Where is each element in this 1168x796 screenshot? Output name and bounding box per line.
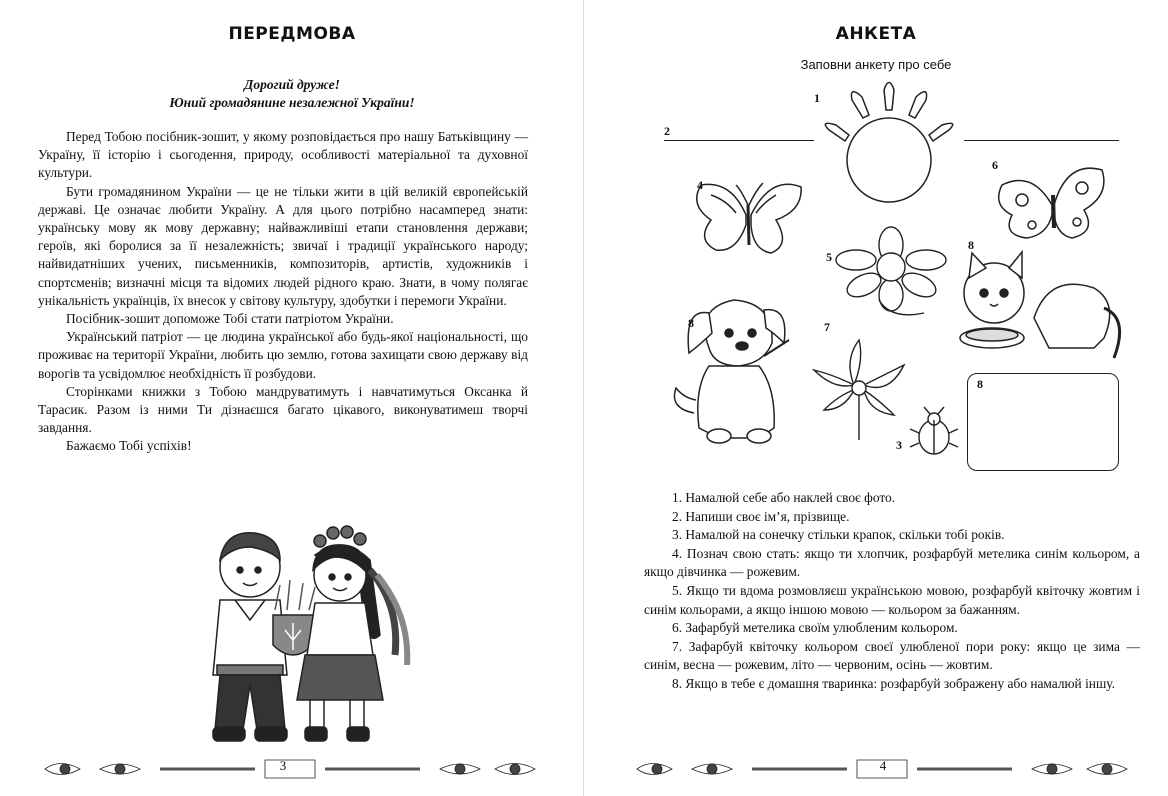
butterfly-drawing	[691, 175, 806, 265]
task-item: 2. Напиши своє ім’я, прізвище.	[672, 508, 850, 524]
figure-number: 8	[688, 316, 694, 330]
paragraph: Сторінками книжки з Тобою мандруватимуть і навчатимуться Оксанка й Тарасик. Разом із ними Ти дізнаєшся багато цікавого, виконуватимеш творчі завдання.	[38, 383, 528, 436]
figure-number: 6	[992, 158, 998, 172]
task-item: 4. Познач свою стать: якщо ти хлопчик, розфарбуй метелика синім кольором, а якщо дівчинка — рожевим.	[644, 545, 1140, 580]
bug-drawing	[906, 405, 961, 460]
leaf-flower-drawing	[804, 330, 914, 445]
preface-text	[38, 128, 528, 456]
questionnaire-tasks	[644, 489, 1140, 694]
figure-number: 3	[896, 438, 902, 452]
paragraph: Бути громадянином України — це не тільки жити в цій великій європейській державі. Це означає любити Україну. А для цього потрібно насамперед знати: українську мову як мову державну; найважливіші етапи становлення держави; героїв, які боролися за її незалежність; звичаї і традиції українського народу; найвидатніших учених, письменників, композиторів, артистів, художників і спортсменів; визначні місця та відомих людей рідного краю. Знати, в чому полягає унікальність українців, їх внесок у світову культуру, здобутки і перемоги України.	[38, 183, 528, 308]
figure-number: 8	[977, 377, 983, 391]
figure-number: 7	[824, 320, 830, 334]
task-item: 5. Якщо ти вдома розмовляєш українською мовою, розфарбуй квіточку жовтим і синім кольорами, а якщо іншою мовою — кольором за бажанням.	[644, 582, 1140, 617]
figure-number: 5	[826, 250, 832, 264]
name-line-left	[664, 140, 814, 141]
greeting	[40, 76, 544, 112]
page-title: АНКЕТА	[835, 24, 917, 44]
task-item: 6. Зафарбуй метелика своїм улюбленим кольором.	[672, 620, 958, 636]
greeting-line-1: Дорогий друже!	[244, 77, 340, 92]
figure-number: 2	[664, 124, 670, 138]
figure-number: 4	[697, 178, 703, 192]
page-subtitle: Заповни анкету про себе	[800, 57, 952, 72]
children-illustration	[195, 515, 415, 750]
task-item: 1. Намалюй себе або наклей своє фото.	[672, 490, 896, 505]
cat-drawing	[954, 248, 1124, 373]
photo-box[interactable]	[967, 373, 1119, 471]
task-item: 3. Намалюй на сонечку стільки крапок, скільки тобі років.	[672, 527, 1005, 543]
task-item: 7. Зафарбуй квіточку кольором своєї улюбленої пори року: якщо це зима — синім, весна — рожевим, літо — червоним, осінь — жовтим.	[644, 638, 1140, 673]
page-number: 3	[279, 758, 287, 773]
flower-drawing	[834, 225, 949, 320]
figure-number: 1	[814, 91, 820, 105]
task-item: 8. Якщо в тебе є домашня тваринка: розфарбуй зображену або намалюй іншу.	[672, 675, 1115, 691]
name-line-right	[964, 140, 1119, 141]
dog-drawing	[664, 288, 804, 453]
greeting-line-2: Юний громадянине незалежної України!	[169, 95, 415, 110]
page-title: ПЕРЕДМОВА	[228, 24, 356, 44]
page-number: 4	[879, 758, 887, 773]
paragraph: Бажаємо Тобі успіхів!	[66, 438, 192, 454]
paragraph: Український патріот — це людина української або будь-якої національності, що проживає на території України, любить цю землю, готова захищати свою державу від ворогів та усвідомлює необхідність її розбудови.	[38, 329, 528, 381]
paragraph: Перед Тобою посібник-зошит, у якому розповідається про нашу Батьківщину — Україну, її історію і сьогодення, природу, особливості матеріальної та духовної культури.	[38, 129, 528, 181]
figure-number: 8	[968, 238, 974, 252]
sun-drawing	[814, 75, 964, 225]
paragraph: Посібник-зошит допоможе Тобі стати патріотом України.	[66, 311, 394, 327]
right-page	[584, 0, 1168, 796]
butterfly-drawing-right	[992, 160, 1112, 250]
